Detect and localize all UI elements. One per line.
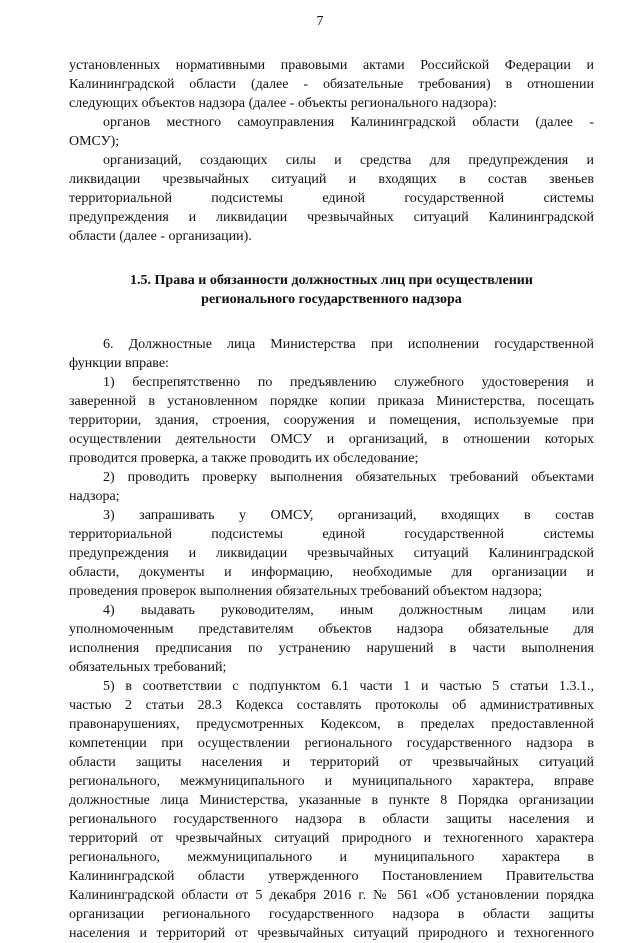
page-content	[69, 56, 594, 943]
omsu-item	[69, 113, 594, 151]
text-line: ликвидации чрезвычайных ситуаций и входящих в состав звеньев	[69, 172, 594, 187]
text-line: проводится проверка, а также проводить их обследование;	[69, 451, 419, 466]
text-line: обязательных требований;	[69, 660, 227, 675]
text-line: установленных нормативными правовыми актами Российской Федерации и	[69, 58, 594, 73]
subitem-1	[69, 373, 594, 468]
intro-paragraph	[69, 56, 594, 113]
text-line: области (далее - организации).	[69, 229, 252, 244]
text-line: Калининградской области утвержденного Постановлением Правительства	[69, 869, 594, 884]
text-line: органов местного самоуправления Калининградской области (далее -	[103, 115, 594, 130]
subitem-4	[69, 601, 594, 677]
text-line: компетенции при осуществлении регионального государственного надзора в	[69, 736, 594, 751]
text-line: ОМСУ);	[69, 134, 120, 149]
text-line: частью 2 статьи 28.3 Кодекса составлять протоколы об административных	[69, 698, 594, 713]
text-line: регионального государственного надзора в области защиты населения и	[69, 812, 594, 827]
text-line: осуществлении деятельности ОМСУ и организаций, в отношении которых	[69, 432, 594, 447]
text-line: 6. Должностные лица Министерства при исполнении государственной	[103, 337, 594, 352]
text-line: правонарушениях, предусмотренных Кодексом, в пределах предоставленной	[69, 717, 594, 732]
section-heading-line: 1.5. Права и обязанности должностных лиц при осуществлении	[130, 273, 533, 288]
text-line: регионального, межмуниципального и муниципального характера, вправе	[69, 774, 594, 789]
text-line: населения и территорий от чрезвычайных ситуаций природного и техногенного	[69, 926, 594, 941]
text-line: проведения проверок выполнения обязательных требований объектом надзора;	[69, 584, 543, 599]
text-line: Калининградской области (далее - обязательные требования) в отношении	[69, 77, 594, 92]
subitem-3	[69, 506, 594, 601]
organizations-item	[69, 151, 594, 246]
text-line: 4) выдавать руководителям, иным должностным лицам или	[103, 603, 594, 618]
text-line: предупреждения и ликвидации чрезвычайных ситуаций Калининградской	[69, 210, 594, 225]
text-line: должностные лица Министерства, указанные в пункте 8 Порядка организации	[69, 793, 594, 808]
text-line: 1) беспрепятственно по предъявлению служебного удостоверения и	[103, 375, 594, 390]
text-line: области, документы и информацию, необходимые для организации и	[69, 565, 594, 580]
text-line: территориальной подсистемы единой государственной системы	[69, 191, 594, 206]
text-line: заверенной в установленном порядке копии приказа Министерства, посещать	[69, 394, 594, 409]
text-line: организации регионального государственного надзора в области защиты	[69, 907, 594, 922]
text-line: территорий от чрезвычайных ситуаций природного и техногенного характера	[69, 831, 594, 846]
text-line: организаций, создающих силы и средства для предупреждения и	[103, 153, 594, 168]
text-line: функции вправе:	[69, 356, 169, 371]
text-line: регионального, межмуниципального и муниципального характера в	[69, 850, 594, 865]
section-heading-line: регионального государственного надзора	[201, 292, 462, 307]
subitem-5	[69, 677, 594, 943]
text-line: 3) запрашивать у ОМСУ, организаций, входящих в состав	[103, 508, 594, 523]
text-line: территории, здания, строения, сооружения и помещения, используемые при	[69, 413, 594, 428]
text-line: следующих объектов надзора (далее - объекты регионального надзора):	[69, 96, 497, 111]
text-line: 5) в соответствии с подпунктом 6.1 части 1 и частью 5 статьи 1.3.1.,	[103, 679, 594, 694]
subitem-2	[69, 468, 594, 506]
text-line: 2) проводить проверку выполнения обязательных требований объектами	[103, 470, 594, 485]
page-number: 7	[316, 14, 324, 29]
text-line: надзора;	[69, 489, 120, 504]
text-line: исполнения предписания по устранению нарушений в части выполнения	[69, 641, 594, 656]
text-line: уполномоченным представителям объектов надзора обязательные для	[69, 622, 594, 637]
text-line: Калининградской области от 5 декабря 2016 г. № 561 «Об установлении порядка	[69, 888, 594, 903]
text-line: территориальной подсистемы единой государственной системы	[69, 527, 594, 542]
paragraph-6	[69, 335, 594, 373]
text-line: области защиты населения и территорий от чрезвычайных ситуаций	[69, 755, 594, 770]
text-line: предупреждения и ликвидации чрезвычайных ситуаций Калининградской	[69, 546, 594, 561]
section-heading	[69, 271, 594, 309]
